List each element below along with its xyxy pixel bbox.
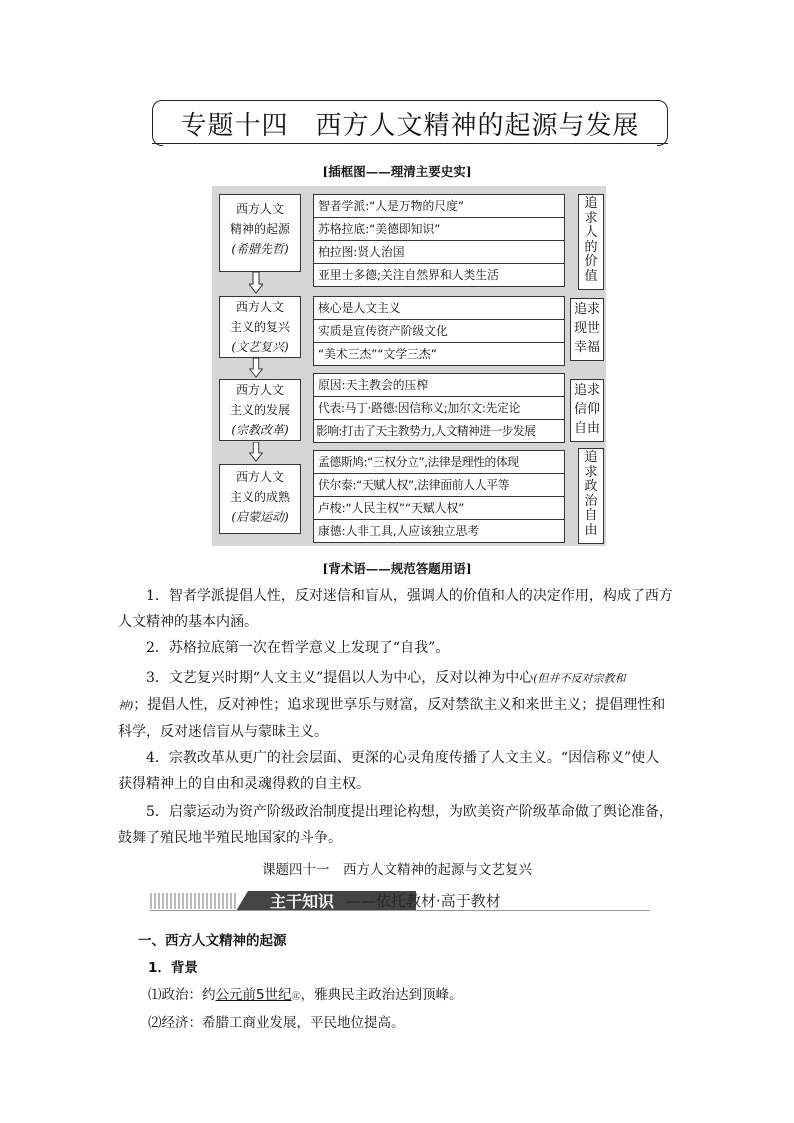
point-item: 卢梭:“人民主权”“天赋人权” [314, 497, 564, 520]
era-box-renaissance: 西方人文 主义的复兴 (文艺复兴) [219, 296, 301, 358]
point-item: 影响:打击了天主教势力,人文精神进一步发展 [316, 424, 536, 438]
goal-box-origin: 追 求 人 的 价 值 [578, 194, 604, 290]
outline-line-politics: ⑴政治：约公元前5世纪㊣，雅典民主政治达到顶峰。 [148, 987, 463, 1003]
point-item: 亚里士多德;关注自然界和人类生活 [318, 268, 499, 282]
paragraph-3: 3．文艺复兴时期“人文主义”提倡以人为中心，反对以神为中心(但并不反对宗教和 神)；提倡人性，反对神性；追求现世享乐与财富，反对禁欲主义和来世主义；提倡理性和 科学，反对迷信盲从与蒙昧主义。 [118, 670, 666, 740]
outline-subheading: 1．背景 [148, 960, 198, 976]
point-item: 柏拉图:贤人治国 [314, 241, 564, 264]
point-item: 苏格拉底:“美德即知识” [314, 218, 564, 241]
page-title: 专题十四 西方人文精神的起源与发展 [180, 111, 640, 141]
point-item: 原因:天主教会的压榨 [314, 374, 564, 397]
point-item: 代表:马丁·路德:因信称义;加尔文:先定论 [314, 397, 564, 420]
section-heading-diagram: [插框图——理清主要史实] [322, 164, 472, 179]
title-banner [152, 100, 668, 144]
goal-box-enlightenment: 追 求 政 治 自 由 [578, 448, 604, 544]
point-item: 实质是宣传资产阶级文化 [314, 320, 564, 343]
paragraph-1: 1．智者学派提倡人性，反对迷信和盲从，强调人的价值和人的决定作用，构成了西方 人文精神的基本内涵。 [118, 588, 673, 630]
down-arrow-icon [249, 358, 263, 378]
section-heading-terms: [背术语——规范答题用语] [322, 561, 472, 576]
points-box-renaissance [313, 296, 565, 366]
paragraph-4: 4．宗教改革从更广的社会层面、更深的心灵角度传播了人文主义。“因信称义”使人 获得精神上的自由和灵魂得救的自主权。 [118, 750, 660, 792]
down-arrow-icon [249, 442, 263, 462]
points-box-enlightenment [313, 450, 565, 543]
outline-line-economy: ⑵经济：希腊工商业发展，平民地位提高。 [148, 1015, 405, 1031]
section-banner [150, 889, 650, 913]
goal-box-reformation: 追求 信仰 自由 [570, 379, 604, 442]
point-item: 核心是人文主义 [314, 297, 564, 320]
point-item: 伏尔泰:“天赋人权”,法律面前人人平等 [314, 474, 564, 497]
era-box-reformation: 西方人文 主义的发展 (宗教改革) [219, 379, 301, 441]
goal-box-renaissance: 追求 现世 幸福 [570, 298, 604, 361]
paragraph-5: 5．启蒙运动为资产阶级政治制度提出理论构想，为欧美资产阶级革命做了舆论准备， 鼓舞了殖民地半殖民地国家的斗争。 [118, 804, 673, 846]
era-box-origin: 西方人文 精神的起源 (希腊先哲) [219, 194, 301, 272]
history-diagram [212, 186, 606, 546]
banner-label: 主干知识 [270, 892, 335, 911]
banner-tail: ——依托教材·高于教材 [346, 892, 501, 910]
outline-heading: 一、西方人文精神的起源 [138, 933, 287, 949]
points-box-origin [313, 194, 565, 287]
paragraph-2: 2．苏格拉底第一次在哲学意义上发现了“自我”。 [146, 640, 450, 656]
down-arrow-icon [249, 272, 263, 294]
lesson-title: 课题四十一 西方人文精神的起源与文艺复兴 [262, 862, 532, 878]
point-item: 康德:人非工具,人应该独立思考 [318, 524, 480, 538]
era-box-enlightenment: 西方人文 主义的成熟 (启蒙运动) [219, 464, 301, 534]
point-item: 智者学派:“人是万物的尺度” [314, 195, 564, 218]
point-item: 孟德斯鸠:“三权分立”,法律是理性的体现 [314, 451, 564, 474]
points-box-reformation [313, 373, 565, 443]
point-item: “美术三杰”“文学三杰” [318, 347, 437, 361]
